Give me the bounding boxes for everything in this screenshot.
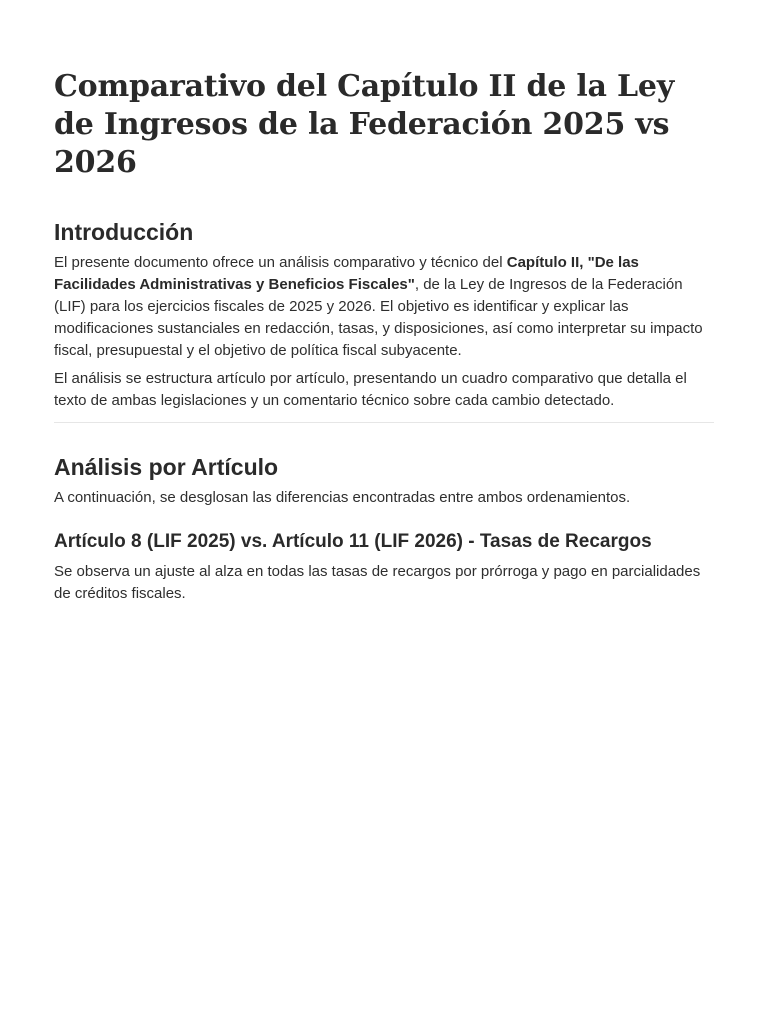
analysis-heading: Análisis por Artículo bbox=[54, 454, 279, 480]
analysis-section bbox=[54, 453, 714, 605]
document-title: Comparativo del Capítulo II de la Ley de Ingresos de la Federación 2025 vs 2026 bbox=[54, 69, 675, 180]
article-heading: Artículo 8 (LIF 2025) vs. Artículo 11 (LIF 2026) - Tasas de Recargos bbox=[54, 531, 652, 552]
introduction-paragraph-1 bbox=[54, 252, 714, 362]
article-paragraph: Se observa un ajuste al alza en todas las tasas de recargos por prórroga y pago en parcialidades de créditos fiscales. bbox=[54, 563, 701, 602]
section-divider bbox=[54, 422, 714, 423]
introduction-section bbox=[54, 218, 714, 423]
analysis-intro: A continuación, se desglosan las diferencias encontradas entre ambos ordenamientos. bbox=[54, 489, 631, 506]
introduction-heading: Introducción bbox=[54, 219, 194, 245]
introduction-paragraph-1-text-start: El presente documento ofrece un análisis comparativo y técnico del bbox=[54, 254, 507, 271]
chapter-name-bold: Capítulo II, "De las Facilidades Administrativas y Beneficios Fiscales" bbox=[54, 254, 639, 293]
introduction-paragraph-2: El análisis se estructura artículo por artículo, presentando un cuadro comparativo que detalla el texto de ambas legislaciones y un comentario técnico sobre cada cambio detectado. bbox=[54, 370, 687, 409]
introduction-paragraph-1-text-end: , de la Ley de Ingresos de la Federación (LIF) para los ejercicios fiscales de 2025 y 2026. El objetivo es identificar y explicar las modificaciones sustanciales en redacción, tasas, y disposiciones, así como interpretar su impacto fiscal, presupuestal y el objetivo de política fiscal subyacente. bbox=[54, 276, 703, 359]
